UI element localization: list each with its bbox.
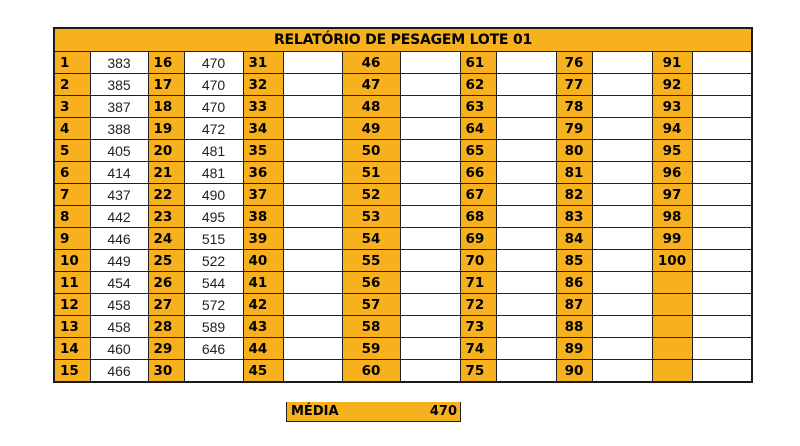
animal-number-cell: 86: [556, 272, 592, 294]
weight-value-cell: [283, 52, 342, 74]
animal-number-cell: 52: [342, 184, 400, 206]
weight-value-cell: [692, 272, 752, 294]
weight-value-cell: [496, 294, 556, 316]
animal-number-cell: 73: [460, 316, 496, 338]
animal-number-cell: 12: [54, 294, 90, 316]
animal-number-cell: 18: [148, 96, 184, 118]
weight-value-cell: 442: [90, 206, 148, 228]
table-row: [54, 140, 752, 162]
weight-value-cell: [496, 360, 556, 383]
weight-value-cell: [283, 206, 342, 228]
weight-value-cell: 385: [90, 74, 148, 96]
weight-value-cell: [184, 360, 243, 383]
weight-value-cell: [592, 250, 652, 272]
animal-number-cell: 75: [460, 360, 496, 383]
animal-number-cell: 83: [556, 206, 592, 228]
weight-value-cell: [283, 316, 342, 338]
animal-number-cell: 25: [148, 250, 184, 272]
weight-value-cell: [400, 338, 460, 360]
table-row: [54, 74, 752, 96]
weight-value-cell: [283, 272, 342, 294]
weight-value-cell: [692, 294, 752, 316]
weight-value-cell: [592, 360, 652, 383]
animal-number-cell: 1: [54, 52, 90, 74]
animal-number-cell: 56: [342, 272, 400, 294]
weight-value-cell: [400, 74, 460, 96]
animal-number-cell: 22: [148, 184, 184, 206]
weight-value-cell: [592, 338, 652, 360]
animal-number-cell: 9: [54, 228, 90, 250]
table-row: [54, 118, 752, 140]
animal-number-cell: 21: [148, 162, 184, 184]
weight-value-cell: [592, 316, 652, 338]
animal-number-cell: 65: [460, 140, 496, 162]
animal-number-cell: 8: [54, 206, 90, 228]
average-label: MÉDIA: [291, 404, 339, 419]
table-row: [54, 294, 752, 316]
weight-value-cell: [692, 250, 752, 272]
animal-number-cell: 57: [342, 294, 400, 316]
weight-value-cell: 472: [184, 118, 243, 140]
animal-number-cell: 88: [556, 316, 592, 338]
weight-value-cell: [592, 294, 652, 316]
weight-value-cell: [592, 162, 652, 184]
weight-value-cell: 646: [184, 338, 243, 360]
weight-value-cell: 383: [90, 52, 148, 74]
average-value: 470: [429, 404, 457, 419]
animal-number-cell: 74: [460, 338, 496, 360]
animal-number-cell: 10: [54, 250, 90, 272]
animal-number-cell: 94: [652, 118, 692, 140]
average-summary: [286, 402, 461, 422]
weight-value-cell: [496, 316, 556, 338]
animal-number-cell: 72: [460, 294, 496, 316]
weight-value-cell: 544: [184, 272, 243, 294]
weight-value-cell: 405: [90, 140, 148, 162]
animal-number-cell: 42: [243, 294, 283, 316]
animal-number-cell: 53: [342, 206, 400, 228]
weight-value-cell: [496, 74, 556, 96]
animal-number-cell: 54: [342, 228, 400, 250]
weight-value-cell: [496, 52, 556, 74]
animal-number-cell: 41: [243, 272, 283, 294]
animal-number-cell: 3: [54, 96, 90, 118]
animal-number-cell: 87: [556, 294, 592, 316]
animal-number-cell: 51: [342, 162, 400, 184]
weight-value-cell: [400, 250, 460, 272]
weight-value-cell: [400, 272, 460, 294]
weight-value-cell: [592, 228, 652, 250]
weight-value-cell: [283, 338, 342, 360]
weight-value-cell: [692, 338, 752, 360]
animal-number-cell: 4: [54, 118, 90, 140]
weight-value-cell: [400, 140, 460, 162]
weight-value-cell: [496, 250, 556, 272]
weight-value-cell: [496, 272, 556, 294]
animal-number-cell: 68: [460, 206, 496, 228]
weight-value-cell: [283, 96, 342, 118]
animal-number-cell: 89: [556, 338, 592, 360]
weight-value-cell: [592, 184, 652, 206]
animal-number-cell: 15: [54, 360, 90, 383]
animal-number-cell: 62: [460, 74, 496, 96]
table-row: [54, 272, 752, 294]
animal-number-cell: 13: [54, 316, 90, 338]
animal-number-cell: 77: [556, 74, 592, 96]
weighing-report-sheet: [53, 27, 751, 419]
animal-number-cell: [652, 338, 692, 360]
animal-number-cell: 28: [148, 316, 184, 338]
weight-value-cell: [496, 338, 556, 360]
weight-value-cell: [400, 52, 460, 74]
animal-number-cell: 67: [460, 184, 496, 206]
weight-value-cell: [283, 294, 342, 316]
weight-value-cell: [400, 206, 460, 228]
animal-number-cell: 78: [556, 96, 592, 118]
animal-number-cell: 34: [243, 118, 283, 140]
weight-value-cell: 522: [184, 250, 243, 272]
animal-number-cell: 24: [148, 228, 184, 250]
weight-value-cell: 414: [90, 162, 148, 184]
animal-number-cell: 50: [342, 140, 400, 162]
table-row: [54, 316, 752, 338]
weight-value-cell: 470: [184, 96, 243, 118]
animal-number-cell: 49: [342, 118, 400, 140]
table-row: [54, 162, 752, 184]
animal-number-cell: 33: [243, 96, 283, 118]
weight-value-cell: [692, 316, 752, 338]
animal-number-cell: [652, 360, 692, 383]
report-title: RELATÓRIO DE PESAGEM LOTE 01: [54, 28, 752, 52]
animal-number-cell: 2: [54, 74, 90, 96]
weight-value-cell: [592, 52, 652, 74]
weight-value-cell: 470: [184, 52, 243, 74]
weight-value-cell: 515: [184, 228, 243, 250]
animal-number-cell: 46: [342, 52, 400, 74]
weight-value-cell: [283, 184, 342, 206]
animal-number-cell: 40: [243, 250, 283, 272]
table-row: [54, 338, 752, 360]
weight-value-cell: 458: [90, 294, 148, 316]
animal-number-cell: 95: [652, 140, 692, 162]
weight-value-cell: [400, 118, 460, 140]
weight-value-cell: [283, 140, 342, 162]
weight-value-cell: [592, 206, 652, 228]
animal-number-cell: 43: [243, 316, 283, 338]
animal-number-cell: [652, 294, 692, 316]
animal-number-cell: 14: [54, 338, 90, 360]
animal-number-cell: 96: [652, 162, 692, 184]
animal-number-cell: 30: [148, 360, 184, 383]
animal-number-cell: 71: [460, 272, 496, 294]
animal-number-cell: 82: [556, 184, 592, 206]
animal-number-cell: 84: [556, 228, 592, 250]
weight-value-cell: 572: [184, 294, 243, 316]
weight-value-cell: [400, 162, 460, 184]
animal-number-cell: 38: [243, 206, 283, 228]
weight-value-cell: 481: [184, 140, 243, 162]
animal-number-cell: 31: [243, 52, 283, 74]
weight-value-cell: [496, 184, 556, 206]
animal-number-cell: [652, 272, 692, 294]
animal-number-cell: 79: [556, 118, 592, 140]
animal-number-cell: 32: [243, 74, 283, 96]
weight-value-cell: 388: [90, 118, 148, 140]
table-row: [54, 206, 752, 228]
animal-number-cell: 76: [556, 52, 592, 74]
weight-value-cell: 437: [90, 184, 148, 206]
animal-number-cell: 93: [652, 96, 692, 118]
animal-number-cell: 48: [342, 96, 400, 118]
weight-value-cell: [496, 228, 556, 250]
animal-number-cell: 44: [243, 338, 283, 360]
animal-number-cell: 97: [652, 184, 692, 206]
weight-value-cell: [283, 74, 342, 96]
weight-value-cell: [692, 74, 752, 96]
animal-number-cell: 39: [243, 228, 283, 250]
weight-value-cell: [496, 96, 556, 118]
animal-number-cell: 23: [148, 206, 184, 228]
weight-value-cell: [283, 162, 342, 184]
weight-value-cell: [592, 96, 652, 118]
table-row: [54, 184, 752, 206]
animal-number-cell: 64: [460, 118, 496, 140]
weight-value-cell: [692, 140, 752, 162]
table-row: [54, 52, 752, 74]
weight-value-cell: 490: [184, 184, 243, 206]
animal-number-cell: 36: [243, 162, 283, 184]
animal-number-cell: 17: [148, 74, 184, 96]
weight-value-cell: 454: [90, 272, 148, 294]
animal-number-cell: 70: [460, 250, 496, 272]
animal-number-cell: 59: [342, 338, 400, 360]
weight-value-cell: [283, 118, 342, 140]
weight-value-cell: [400, 316, 460, 338]
weight-value-cell: [400, 228, 460, 250]
weight-value-cell: [692, 52, 752, 74]
weight-value-cell: [692, 206, 752, 228]
weight-value-cell: [496, 118, 556, 140]
animal-number-cell: 5: [54, 140, 90, 162]
animal-number-cell: 37: [243, 184, 283, 206]
weight-value-cell: [692, 96, 752, 118]
weight-value-cell: [283, 250, 342, 272]
weight-value-cell: 481: [184, 162, 243, 184]
animal-number-cell: 29: [148, 338, 184, 360]
table-row: [54, 96, 752, 118]
weight-value-cell: 387: [90, 96, 148, 118]
weight-value-cell: [400, 360, 460, 383]
weight-value-cell: [592, 74, 652, 96]
animal-number-cell: 6: [54, 162, 90, 184]
weight-value-cell: [592, 118, 652, 140]
weighing-report-table: [53, 27, 753, 383]
animal-number-cell: 60: [342, 360, 400, 383]
animal-number-cell: 20: [148, 140, 184, 162]
weight-value-cell: 446: [90, 228, 148, 250]
animal-number-cell: 19: [148, 118, 184, 140]
animal-number-cell: 55: [342, 250, 400, 272]
weight-value-cell: [692, 360, 752, 383]
animal-number-cell: 98: [652, 206, 692, 228]
animal-number-cell: 35: [243, 140, 283, 162]
weight-value-cell: [496, 162, 556, 184]
animal-number-cell: 26: [148, 272, 184, 294]
weight-value-cell: 495: [184, 206, 243, 228]
weight-value-cell: [283, 360, 342, 383]
animal-number-cell: 61: [460, 52, 496, 74]
weight-value-cell: [692, 228, 752, 250]
weight-value-cell: 460: [90, 338, 148, 360]
animal-number-cell: 91: [652, 52, 692, 74]
weight-value-cell: 449: [90, 250, 148, 272]
animal-number-cell: 69: [460, 228, 496, 250]
animal-number-cell: 47: [342, 74, 400, 96]
animal-number-cell: 63: [460, 96, 496, 118]
weight-value-cell: [692, 184, 752, 206]
weight-value-cell: [692, 118, 752, 140]
animal-number-cell: 16: [148, 52, 184, 74]
table-row: [54, 250, 752, 272]
weight-value-cell: [692, 162, 752, 184]
weight-value-cell: [283, 228, 342, 250]
weight-value-cell: 458: [90, 316, 148, 338]
animal-number-cell: 7: [54, 184, 90, 206]
animal-number-cell: 92: [652, 74, 692, 96]
animal-number-cell: 66: [460, 162, 496, 184]
animal-number-cell: 85: [556, 250, 592, 272]
animal-number-cell: 27: [148, 294, 184, 316]
animal-number-cell: 99: [652, 228, 692, 250]
animal-number-cell: 90: [556, 360, 592, 383]
animal-number-cell: 58: [342, 316, 400, 338]
weight-value-cell: [496, 206, 556, 228]
weight-value-cell: 470: [184, 74, 243, 96]
weight-value-cell: 589: [184, 316, 243, 338]
animal-number-cell: 81: [556, 162, 592, 184]
animal-number-cell: 45: [243, 360, 283, 383]
weight-value-cell: [400, 96, 460, 118]
table-row: [54, 228, 752, 250]
animal-number-cell: 80: [556, 140, 592, 162]
animal-number-cell: 11: [54, 272, 90, 294]
table-row: [54, 360, 752, 383]
animal-number-cell: [652, 316, 692, 338]
weight-value-cell: 466: [90, 360, 148, 383]
weight-value-cell: [400, 294, 460, 316]
weight-value-cell: [592, 140, 652, 162]
weight-value-cell: [496, 140, 556, 162]
weight-value-cell: [592, 272, 652, 294]
weight-value-cell: [400, 184, 460, 206]
animal-number-cell: 100: [652, 250, 692, 272]
